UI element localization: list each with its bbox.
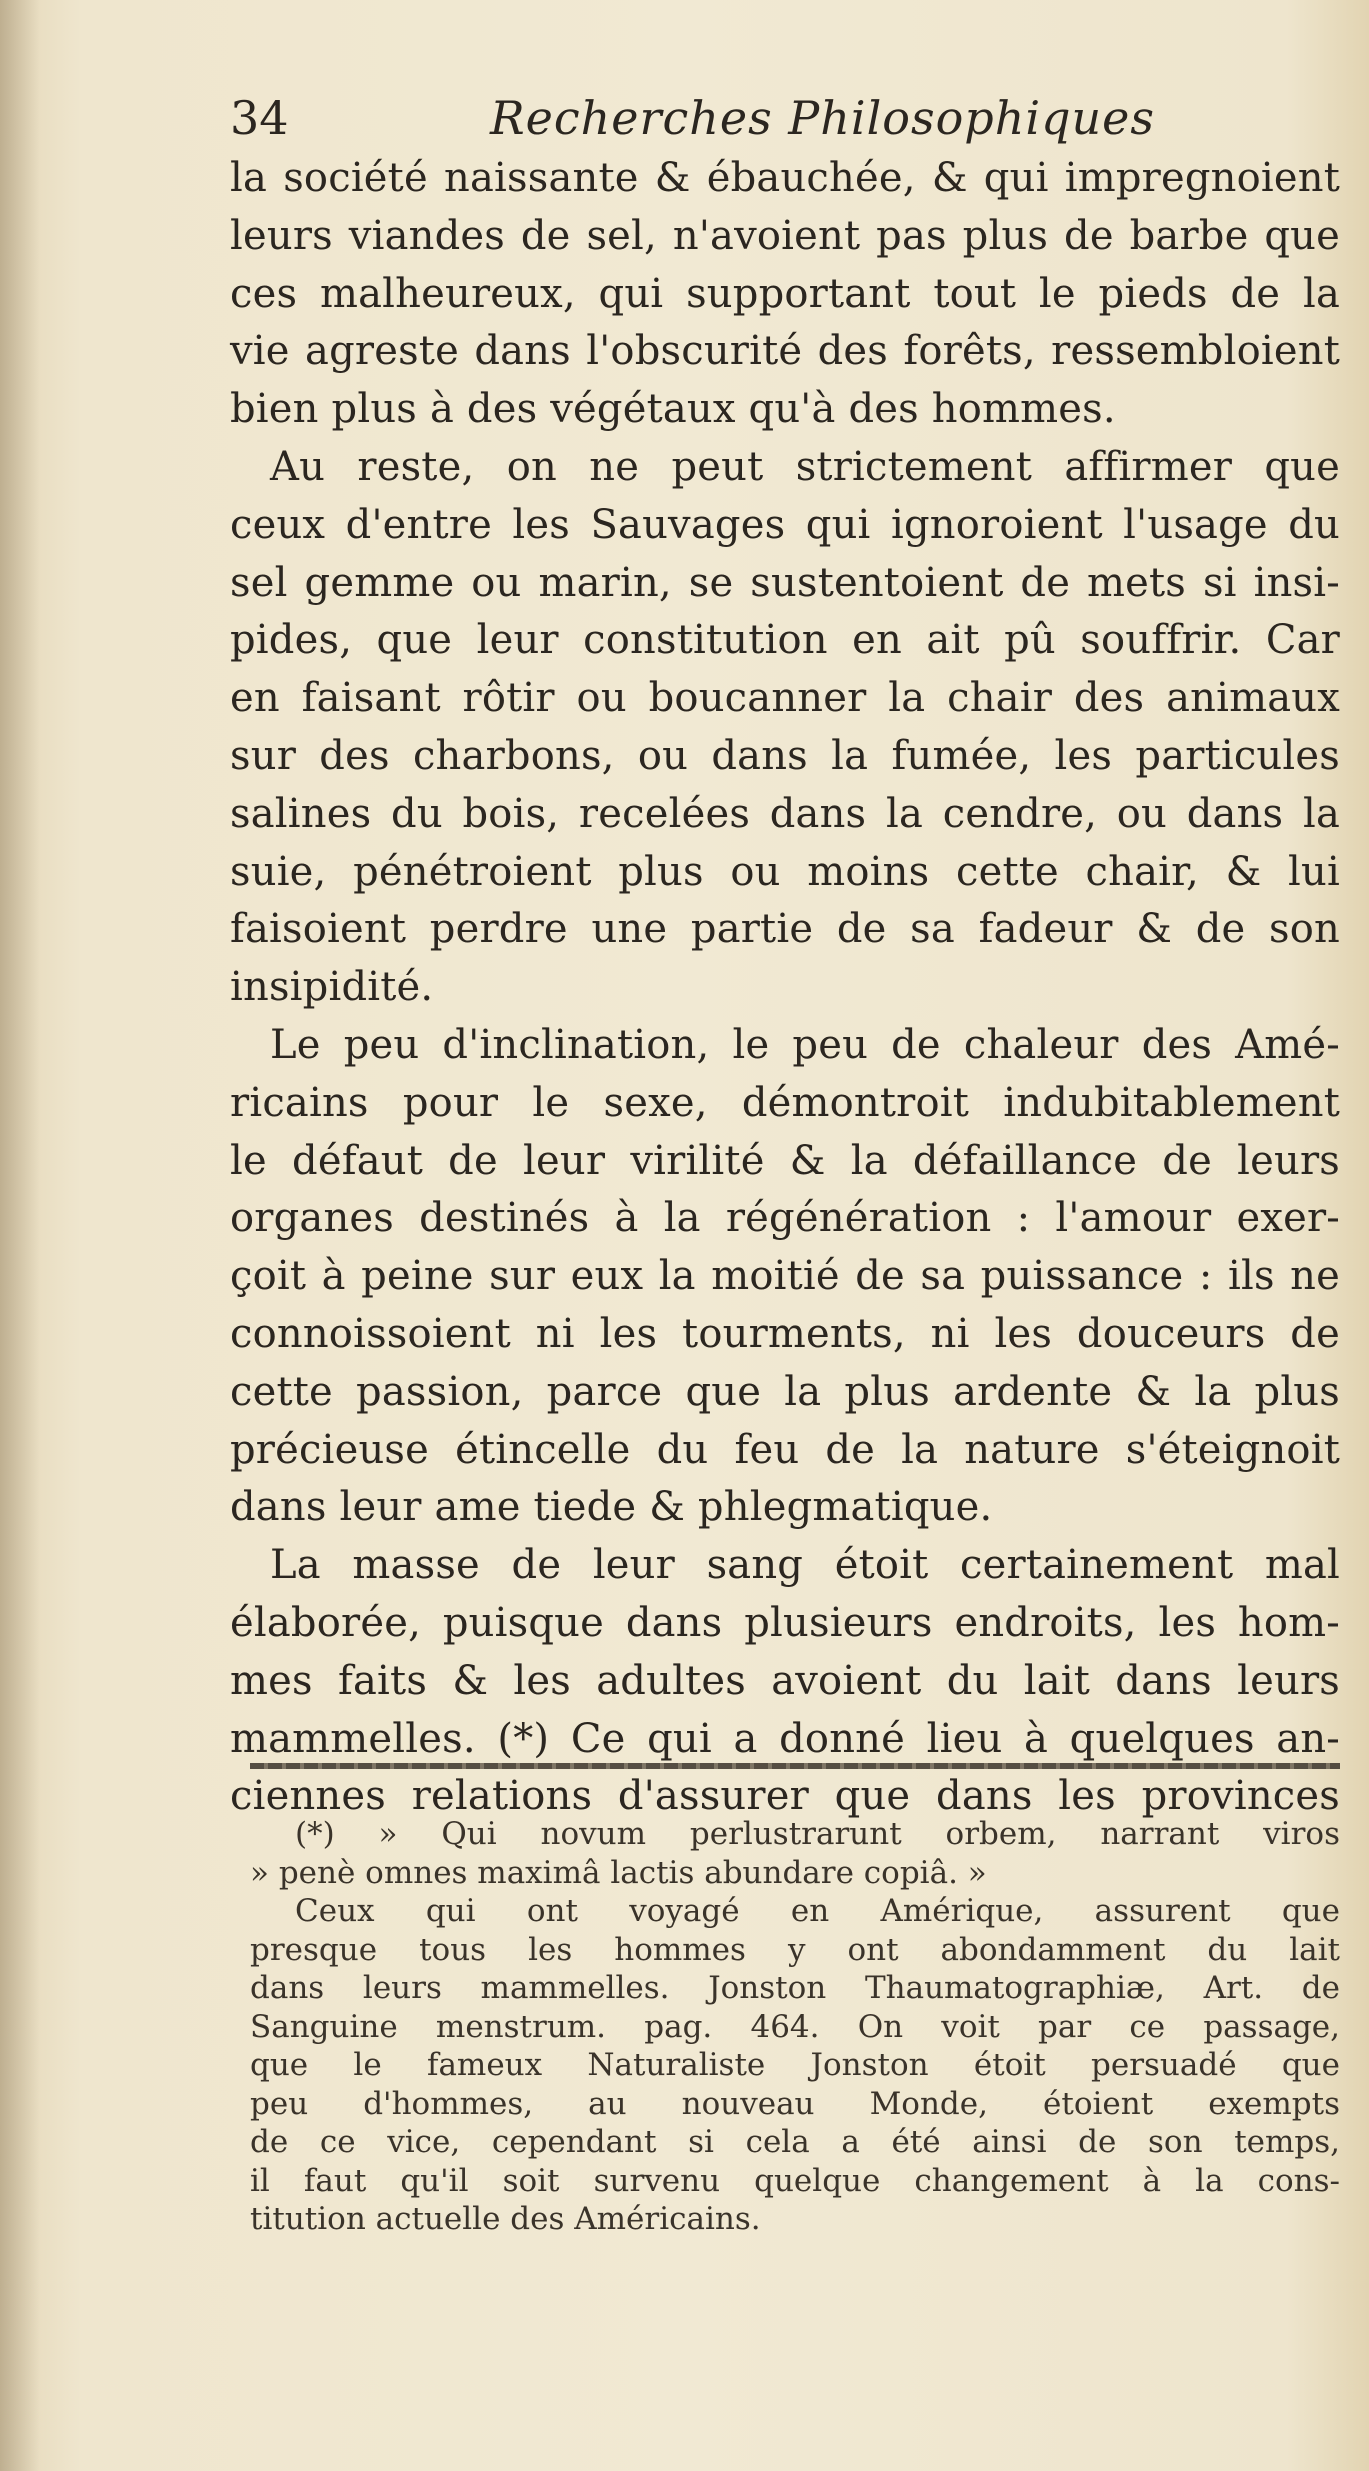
body-line: connoissoient ni les tourments, ni les douceurs de: [230, 1310, 1340, 1357]
footnote-line: que le fameux Naturaliste Jonston étoit persuadé que: [250, 2047, 1340, 2083]
footnote-line: dans leurs mammelles. Jonston Thaumatographiæ, Art. de: [250, 1970, 1340, 2006]
running-title: Recherches Philosophiques: [490, 91, 1155, 145]
page-header: [230, 88, 1369, 148]
page-number: 34: [230, 91, 289, 145]
body-line: ciennes relations d'assurer que dans les provinces: [230, 1773, 1340, 1820]
footnote-line: peu d'hommes, au nouveau Monde, étoient exempts: [250, 2085, 1340, 2122]
body-line: la société naissante & ébauchée, & qui impregnoient: [230, 155, 1340, 201]
footnote-line: Ceux qui ont voyagé en Amérique, assurent que: [295, 1893, 1340, 1929]
body-line: mes faits & les adultes avoient du lait dans leurs: [230, 1657, 1340, 1704]
body-line: bien plus à des végétaux qu'à des hommes.: [230, 386, 1116, 433]
gutter-shadow: [0, 0, 40, 2471]
body-text: [230, 150, 1340, 1826]
body-line: insipidité.: [230, 964, 434, 1011]
body-line: Au reste, on ne peut strictement affirmer que: [270, 443, 1340, 490]
body-line: suie, pénétroient plus ou moins cette chair, & lui: [230, 848, 1340, 895]
body-line: ricains pour le sexe, démontroit indubitablement: [230, 1079, 1340, 1126]
body-line: le défaut de leur virilité & la défaillance de leurs: [230, 1137, 1340, 1184]
body-line: mammelles. (*) Ce qui a donné lieu à quelques an-: [230, 1715, 1340, 1762]
body-line: salines du bois, recelées dans la cendre, ou dans la: [230, 790, 1340, 837]
footnote-line: de ce vice, cependant si cela a été ainsi de son temps,: [250, 2124, 1340, 2160]
body-line: précieuse étincelle du feu de la nature s'éteignoit: [230, 1426, 1340, 1473]
body-line: ceux d'entre les Sauvages qui ignoroient l'usage du: [230, 501, 1340, 548]
footnote-line: (*) » Qui novum perlustrarunt orbem, narrant viros: [295, 1816, 1340, 1852]
footnote-rule: [250, 1763, 1340, 1769]
footnote-line: Sanguine menstrum. pag. 464. On voit par ce passage,: [250, 2008, 1340, 2045]
body-line: pides, que leur constitution en ait pû souffrir. Car: [230, 617, 1340, 664]
body-line: vie agreste dans l'obscurité des forêts, ressembloient: [230, 328, 1340, 375]
body-line: élaborée, puisque dans plusieurs endroits, les hom-: [230, 1599, 1340, 1646]
footnote-line: presque tous les hommes y ont abondamment du lait: [250, 1931, 1340, 1968]
footnote: [250, 1815, 1340, 2239]
body-line: organes destinés à la régénération : l'amour exer-: [230, 1195, 1340, 1242]
body-line: La masse de leur sang étoit certainement mal: [270, 1542, 1340, 1589]
footnote-line: » penè omnes maximâ lactis abundare copiâ. »: [250, 1854, 987, 1891]
footnote-line: il faut qu'il soit survenu quelque changement à la cons-: [250, 2162, 1340, 2199]
body-line: en faisant rôtir ou boucanner la chair des animaux: [230, 675, 1340, 722]
body-line: Le peu d'inclination, le peu de chaleur des Amé-: [270, 1021, 1340, 1068]
body-line: sur des charbons, ou dans la fumée, les particules: [230, 732, 1340, 779]
body-line: ces malheureux, qui supportant tout le pieds de la: [230, 270, 1340, 317]
body-line: sel gemme ou marin, se sustentoient de mets si insi-: [230, 559, 1340, 606]
body-line: dans leur ame tiede & phlegmatique.: [230, 1484, 993, 1531]
body-line: leurs viandes de sel, n'avoient pas plus de barbe que: [230, 212, 1340, 259]
body-line: cette passion, parce que la plus ardente & la plus: [230, 1368, 1340, 1415]
footnote-line: titution actuelle des Américains.: [250, 2201, 761, 2237]
body-line: çoit à peine sur eux la moitié de sa puissance : ils ne: [230, 1253, 1340, 1300]
body-line: faisoient perdre une partie de sa fadeur & de son: [230, 906, 1340, 953]
